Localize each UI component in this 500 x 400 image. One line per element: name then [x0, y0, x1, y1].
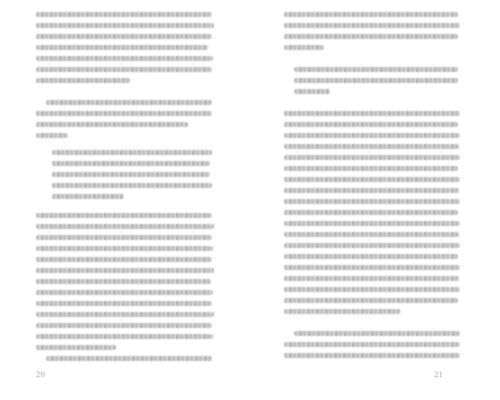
text-line [52, 172, 210, 177]
text-line [284, 45, 324, 50]
text-line [284, 353, 460, 358]
text-line [284, 155, 460, 160]
text-line [36, 279, 211, 284]
text-line [284, 144, 459, 149]
text-line [36, 12, 212, 17]
text-line [36, 78, 130, 83]
text-line [36, 34, 212, 39]
text-line [36, 268, 214, 273]
text-line [284, 188, 459, 193]
text-line [284, 309, 400, 314]
text-line [284, 199, 460, 204]
text-line [294, 67, 458, 72]
text-line [284, 265, 460, 270]
text-line [284, 177, 460, 182]
text-line [284, 166, 458, 171]
text-line [52, 183, 212, 188]
text-line [36, 290, 213, 295]
text-line [52, 194, 124, 199]
text-line [294, 89, 330, 94]
text-line [46, 356, 212, 361]
page-number-left: 20 [36, 371, 45, 379]
text-line [46, 100, 212, 105]
text-line [284, 342, 460, 347]
text-line [294, 331, 460, 336]
text-line [284, 243, 460, 248]
text-line [284, 276, 459, 281]
text-line [284, 221, 460, 226]
text-line [36, 67, 212, 72]
text-line [284, 232, 459, 237]
text-line [36, 56, 213, 61]
text-line [52, 161, 210, 166]
text-line [284, 210, 458, 215]
text-line [36, 213, 212, 218]
right-page [250, 0, 500, 400]
text-line [294, 78, 458, 83]
text-line [36, 246, 213, 251]
text-line [36, 122, 188, 127]
text-line [52, 150, 212, 155]
text-line [284, 133, 460, 138]
text-line [36, 301, 212, 306]
text-line [36, 235, 212, 240]
text-line [36, 312, 214, 317]
text-line [36, 45, 208, 50]
text-line [284, 298, 458, 303]
text-line [284, 23, 460, 28]
text-line [36, 323, 212, 328]
text-line [284, 122, 458, 127]
text-line [284, 287, 460, 292]
text-line [36, 345, 116, 350]
text-line [36, 334, 213, 339]
text-line [36, 23, 214, 28]
text-line [284, 254, 458, 259]
text-line [284, 34, 458, 39]
page-number-right: 21 [434, 371, 443, 379]
text-line [284, 12, 458, 17]
text-line [284, 111, 460, 116]
text-line [36, 257, 212, 262]
text-line [36, 111, 212, 116]
text-line [36, 224, 214, 229]
text-line [36, 133, 68, 138]
